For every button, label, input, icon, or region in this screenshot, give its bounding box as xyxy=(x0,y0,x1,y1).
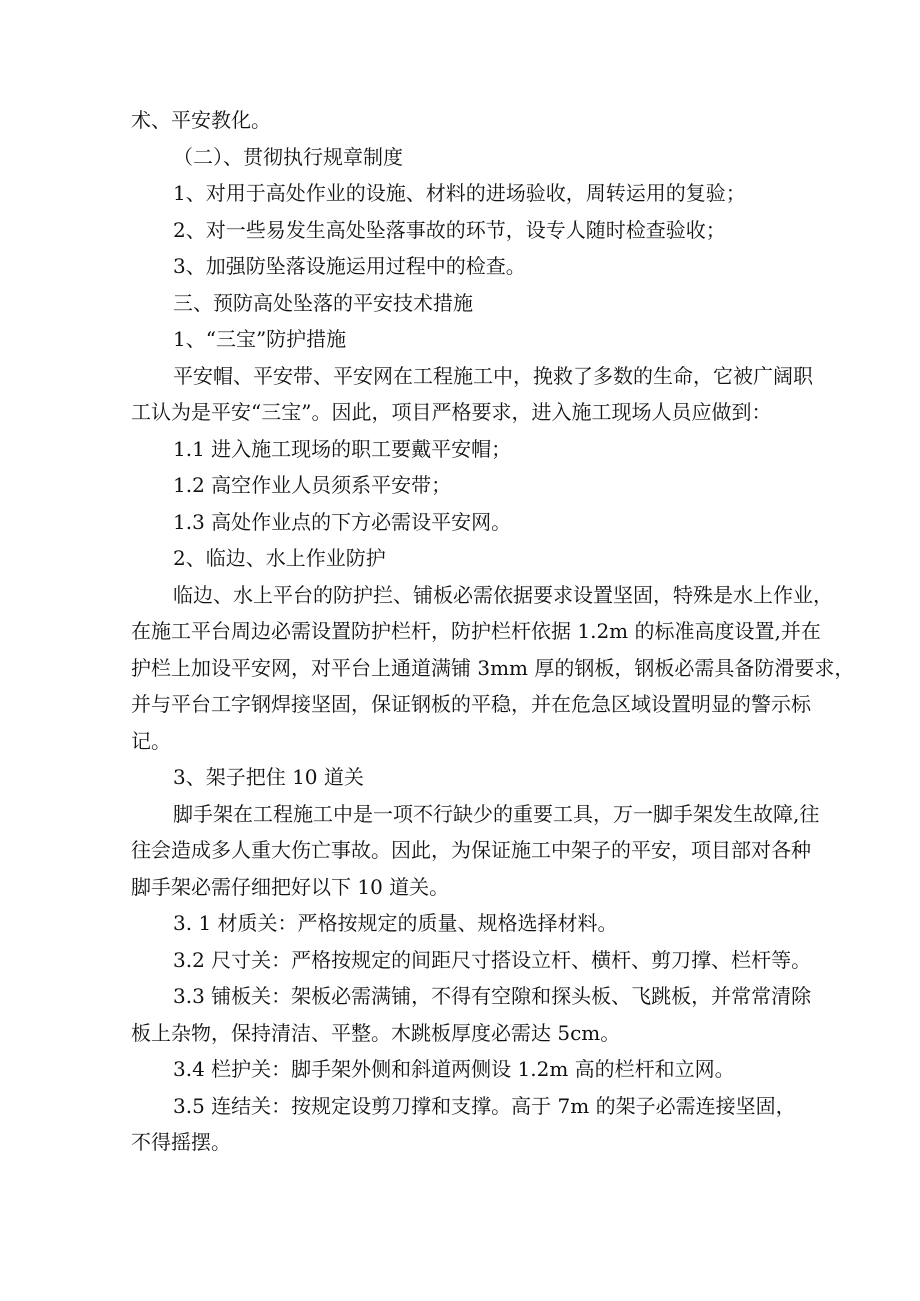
subsection-heading: 3、架子把住 10 道关 xyxy=(173,765,364,789)
text-line: 不得摇摆。 xyxy=(131,1130,231,1154)
section-heading: （二）、贯彻执行规章制度 xyxy=(173,144,403,169)
list-item: 2、对一些易发生高处坠落事故的环节，设专人随时检查验收； xyxy=(173,217,726,242)
section-heading: 三、预防高处坠落的平安技术措施 xyxy=(173,290,473,315)
subsection-heading: 1、“三宝”防护措施 xyxy=(173,327,347,351)
list-item: 3.4 栏护关：脚手架外侧和斜道两侧设 1.2m 高的栏杆和立网。 xyxy=(173,1057,735,1081)
text-line: 往会造成多人重大伤亡事故。因此，为保证施工中架子的平安，项目部对各种 xyxy=(131,838,811,862)
list-item: 3. 1 材质关：严格按规定的质量、规格选择材料。 xyxy=(173,911,618,935)
text-line: 临边、水上平台的防护拦、铺板必需依据要求设置坚固，特殊是水上作业， xyxy=(173,582,833,607)
text-line: 脚手架必需仔细把好以下 10 道关。 xyxy=(131,874,450,899)
list-item: 1.2 高空作业人员须系平安带； xyxy=(173,473,452,497)
document-page xyxy=(131,102,855,1161)
text-line: 护栏上加设平安网，对平台上通道满铺 3mm 厚的钢板，钢板必需具备防滑要求， xyxy=(131,655,855,680)
list-item: 1.3 高处作业点的下方必需设平安网。 xyxy=(173,509,512,534)
text-line: 脚手架在工程施工中是一项不行缺少的重要工具，万一脚手架发生故障,往 xyxy=(173,801,820,826)
list-item: 1、对用于高处作业的设施、材料的进场验收，周转运用的复验； xyxy=(173,181,746,205)
text-line: 工认为是平安“三宝”。因此，项目严格要求，进入施工现场人员应做到： xyxy=(131,400,772,424)
text-line: 在施工平台周边必需设置防护栏杆，防护栏杆依据 1.2m 的标准高度设置,并在 xyxy=(131,619,821,643)
list-item: 3.2 尺寸关：严格按规定的间距尺寸搭设立杆、横杆、剪刀撑、栏杆等。 xyxy=(173,947,812,972)
text-line: 并与平台工字钢焊接坚固，保证钢板的平稳，并在危急区域设置明显的警示标 xyxy=(131,692,811,716)
text-line: 平安帽、平安带、平安网在工程施工中，挽救了多数的生命，它被广阔职 xyxy=(173,363,813,388)
text-line: 记。 xyxy=(131,728,171,753)
list-item: 3.3 铺板关：架板必需满铺，不得有空隙和探头板、飞跳板，并常常清除 xyxy=(173,984,812,1008)
list-item: 3、加强防坠落设施运用过程中的检查。 xyxy=(173,254,526,278)
subsection-heading: 2、临边、水上作业防护 xyxy=(173,546,386,570)
text-line: 板上杂物，保持清洁、平整。木跳板厚度必需达 5cm。 xyxy=(131,1020,621,1045)
list-item: 1.1 进入施工现场的职工要戴平安帽； xyxy=(173,436,512,461)
list-item: 3.5 连结关：按规定设剪刀撑和支撑。高于 7m 的架子必需连接坚固， xyxy=(173,1093,796,1118)
text-line: 术、平安教化。 xyxy=(131,108,271,132)
